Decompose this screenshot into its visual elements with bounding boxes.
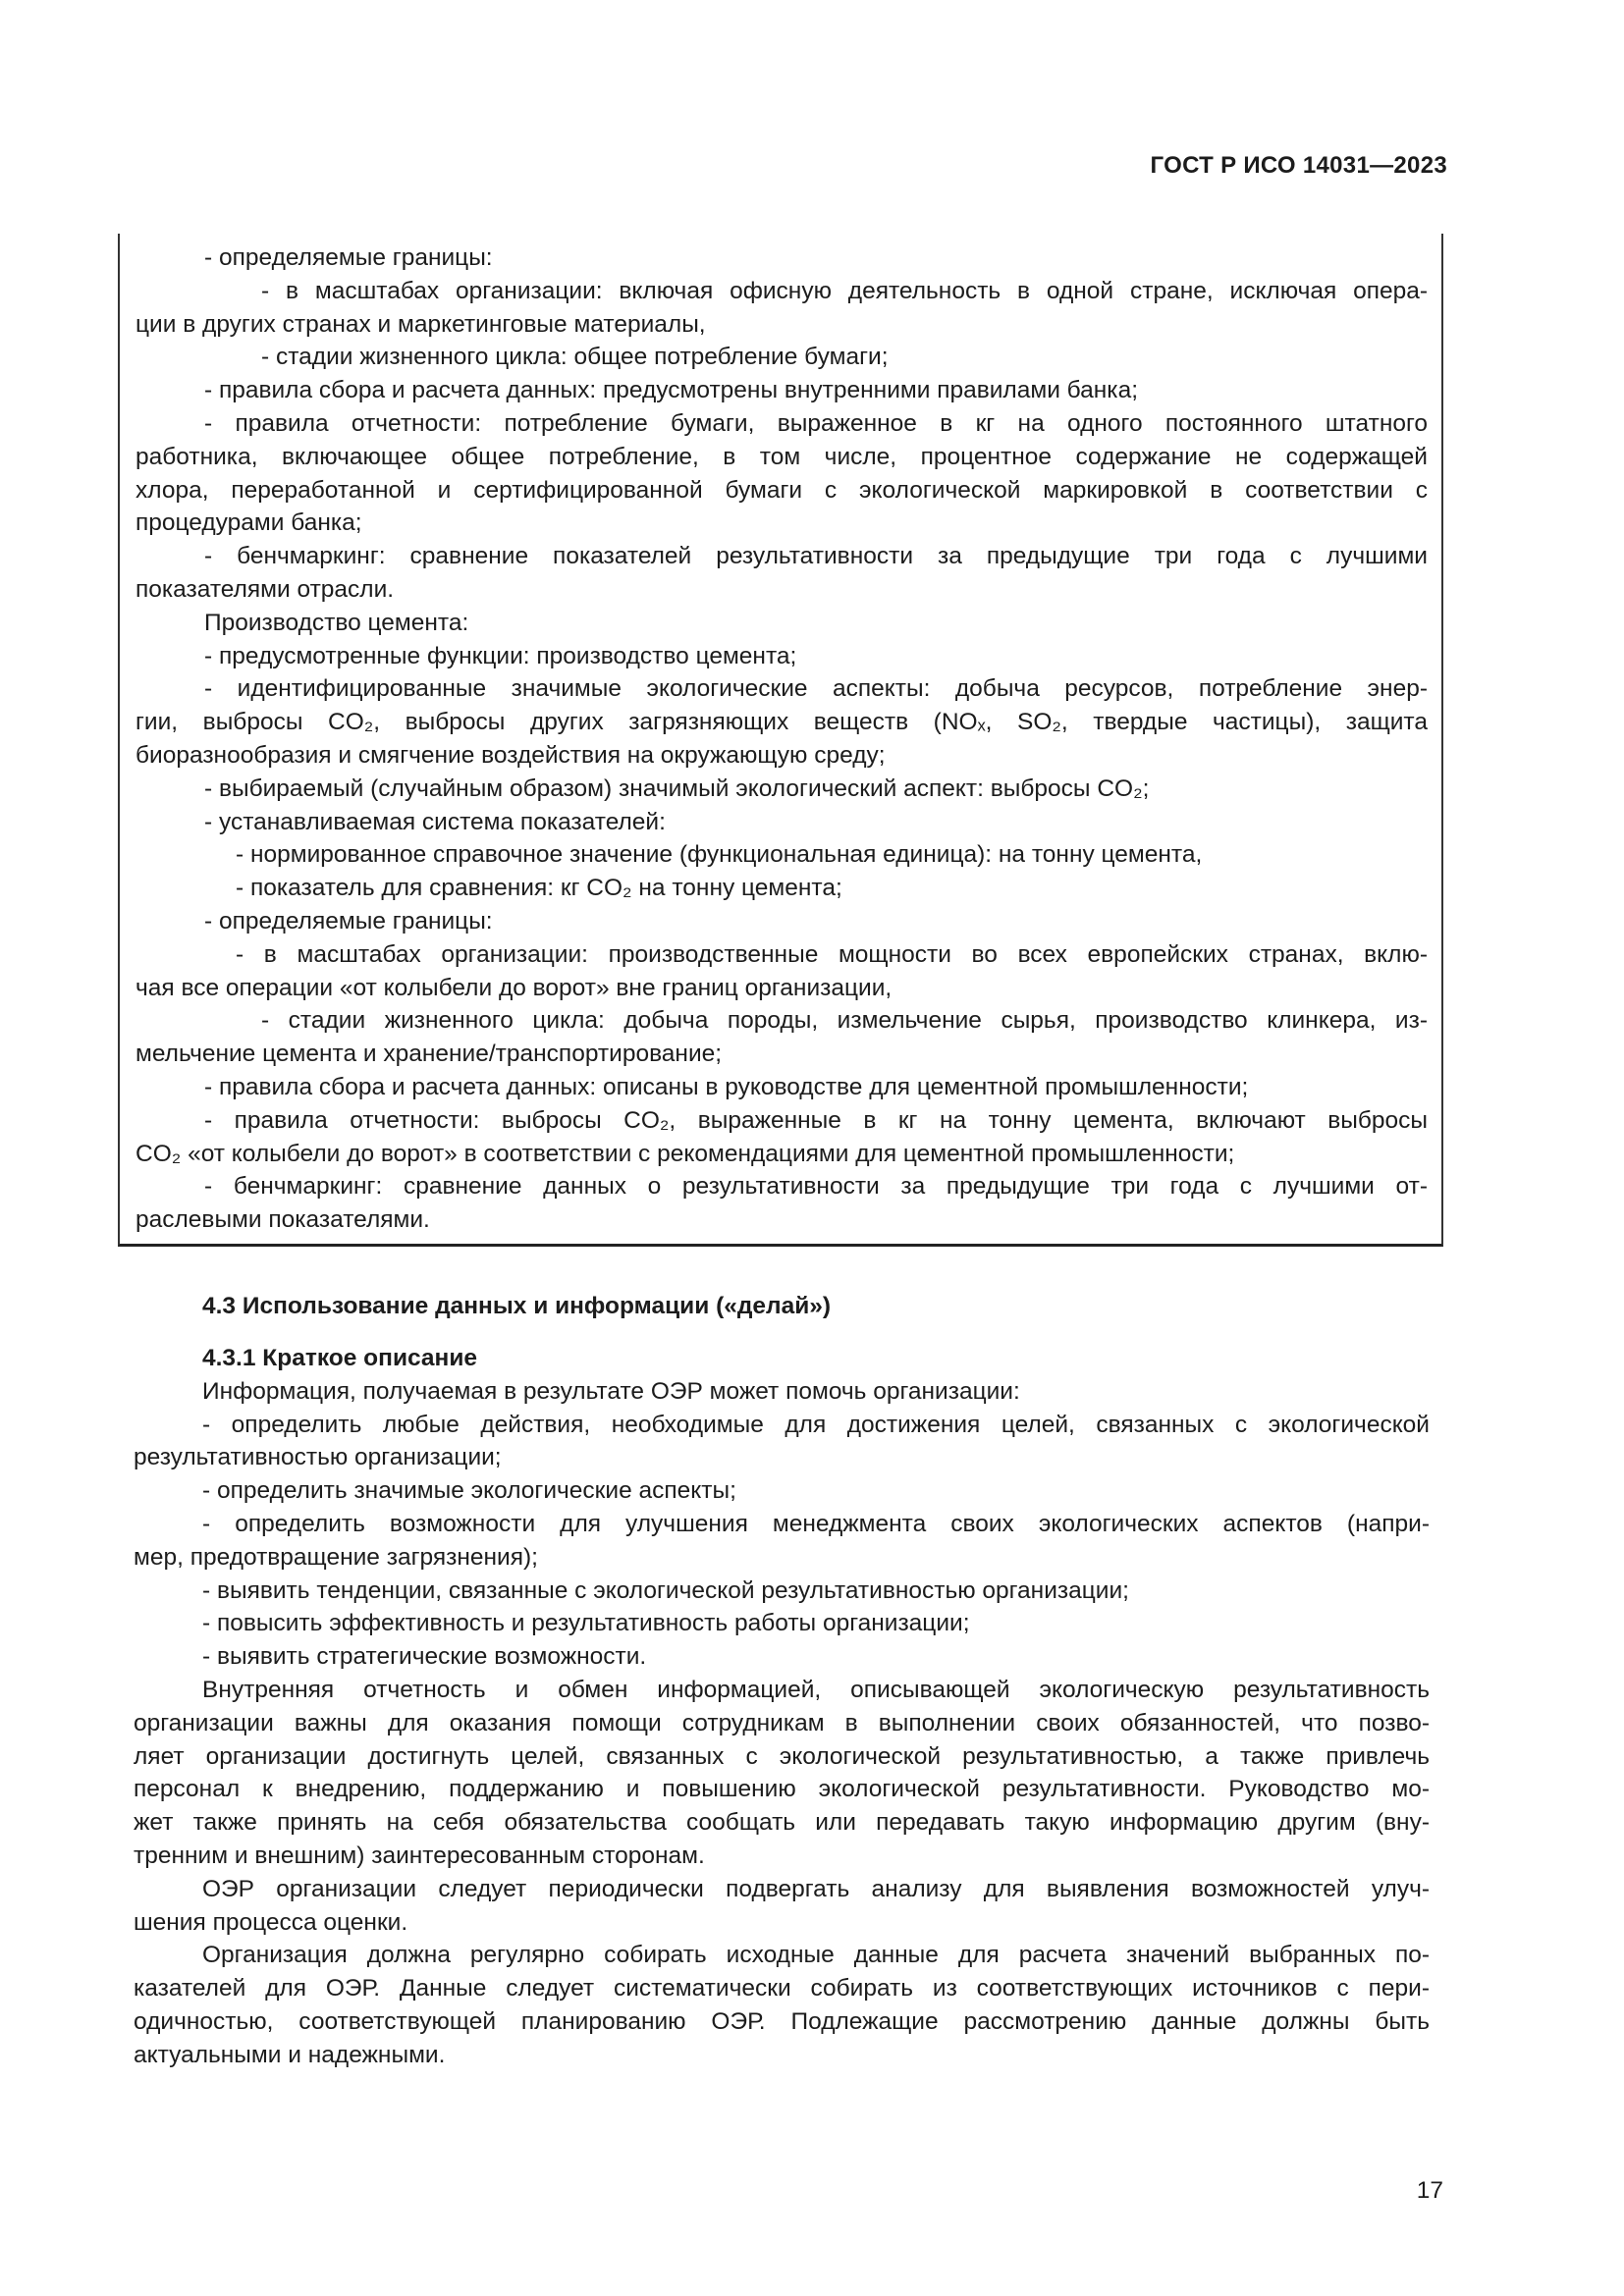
paragraph-line: - повысить эффективность и результативность работы организации; <box>202 1610 970 1637</box>
main-section <box>118 1288 1443 2072</box>
paragraph-line: ляет организации достигнуть целей, связанных с экологической результативностью, а также привлечь <box>134 1742 1430 1770</box>
paragraph-line: - выявить тенденции, связанные с экологической результативностью организации; <box>202 1576 1129 1604</box>
paragraph-line: актуальными и надежными. <box>134 2041 446 2068</box>
paragraph-line: - определить значимые экологические аспекты; <box>202 1477 736 1505</box>
box-line: ции в других странах и маркетинговые материалы, <box>135 310 706 338</box>
box-line: процедурами банка; <box>135 509 362 537</box>
box-line: - выбираемый (случайным образом) значимый экологический аспект: выбросы CO₂; <box>204 774 1150 802</box>
box-line: мельчение цемента и хранение/транспортирование; <box>135 1041 723 1068</box>
paragraph-line: Информация, получаемая в результате ОЭР может помочь организации: <box>202 1377 1020 1405</box>
paragraph-line: казателей для ОЭР. Данные следует систематически собирать из соответствующих источников с пери- <box>134 1975 1430 2002</box>
box-line: - правила сбора и расчета данных: описаны в руководстве для цементной промышленности; <box>204 1073 1249 1100</box>
paragraph-line: организации важны для оказания помощи сотрудникам в выполнении своих обязанностей, что позво- <box>134 1709 1430 1736</box>
page-number: 17 <box>1416 2177 1443 2204</box>
box-line: работника, включающее общее потребление, в том числе, процентное содержание не содержащей <box>135 443 1428 470</box>
box-line: раслевыми показателями. <box>135 1206 430 1234</box>
document-header: ГОСТ Р ИСО 14031—2023 <box>1150 152 1447 179</box>
box-line: - правила отчетности: выбросы CO₂, выраженные в кг на тонну цемента, включают выбросы <box>204 1106 1428 1134</box>
box-line: чая все операции «от колыбели до ворот» вне границ организации, <box>135 974 893 1001</box>
box-line: - стадии жизненного цикла: добыча породы, измельчение сырья, производство клинкера, из- <box>261 1007 1428 1035</box>
paragraph-line: мер, предотвращение загрязнения); <box>134 1543 538 1571</box>
paragraph-line: Внутренняя отчетность и обмен информацией, описывающей экологическую результативность <box>202 1676 1430 1703</box>
box-line: показателями отрасли. <box>135 575 395 603</box>
paragraph-line: ОЭР организации следует периодически подвергать анализу для выявления возможностей улуч- <box>202 1875 1430 1902</box>
box-line: гии, выбросы CO₂, выбросы других загрязняющих веществ (NOₓ, SO₂, твердые частицы), защита <box>135 709 1428 736</box>
paragraph-line: шения процесса оценки. <box>134 1908 408 1936</box>
box-line: - в масштабах организации: включая офисную деятельность в одной стране, исключая опера- <box>261 277 1428 304</box>
box-line: - нормированное справочное значение (функциональная единица): на тонну цемента, <box>236 841 1203 869</box>
box-line: - бенчмаркинг: сравнение показателей результативности за предыдущие три года с лучшими <box>204 543 1428 570</box>
box-line: - правила отчетности: потребление бумаги, выраженное в кг на одного постоянного штатного <box>204 409 1428 437</box>
box-line: - в масштабах организации: производственные мощности во всех европейских странах, вклю- <box>236 940 1428 968</box>
paragraph-line: тренним и внешним) заинтересованным сторонам. <box>134 1842 705 1869</box>
paragraph-line: одичностью, соответствующей планированию ОЭР. Подлежащие рассмотрению данные должны быть <box>134 2007 1430 2035</box>
box-line: - предусмотренные функции: производство цемента; <box>204 642 797 669</box>
box-line: - стадии жизненного цикла: общее потребление бумаги; <box>261 344 889 371</box>
paragraph-line: жет также принять на себя обязательства сообщать или передавать такую информацию другим (вну- <box>134 1809 1430 1837</box>
paragraph-line: результативностью организации; <box>134 1444 502 1471</box>
example-box <box>118 234 1443 1247</box>
box-subheading: Производство цемента: <box>204 609 469 636</box>
paragraph-line: персонал к внедрению, поддержанию и повышению экологической результативности. Руководство мо- <box>134 1776 1430 1803</box>
box-line: - устанавливаемая система показателей: <box>204 808 666 835</box>
box-line: - определяемые границы: <box>204 907 493 934</box>
paragraph-line: Организация должна регулярно собирать исходные данные для расчета значений выбранных по- <box>202 1942 1430 1969</box>
box-line: - показатель для сравнения: кг CO₂ на тонну цемента; <box>236 875 842 902</box>
paragraph-line: - определить возможности для улучшения менеджмента своих экологических аспектов (напри- <box>202 1510 1430 1537</box>
box-line: CO₂ «от колыбели до ворот» в соответствии с рекомендациями для цементной промышленности; <box>135 1140 1235 1167</box>
box-line: - определяемые границы: <box>204 244 493 271</box>
box-line: хлора, переработанной и сертифицированной бумаги с экологической маркировкой в соответствии с <box>135 476 1428 504</box>
box-line: - бенчмаркинг: сравнение данных о результативности за предыдущие три года с лучшими от- <box>204 1173 1428 1201</box>
paragraph-line: - выявить стратегические возможности. <box>202 1643 647 1671</box>
paragraph-line: - определить любые действия, необходимые для достижения целей, связанных с экологической <box>202 1411 1430 1438</box>
section-title: 4.3 Использование данных и информации («делай») <box>202 1293 832 1319</box>
subsection-title: 4.3.1 Краткое описание <box>202 1345 478 1371</box>
box-line: - правила сбора и расчета данных: предусмотрены внутренними правилами банка; <box>204 377 1139 404</box>
box-line: биоразнообразия и смягчение воздействия на окружающую среду; <box>135 741 886 769</box>
box-line: - идентифицированные значимые экологические аспекты: добыча ресурсов, потребление энер- <box>204 675 1428 703</box>
